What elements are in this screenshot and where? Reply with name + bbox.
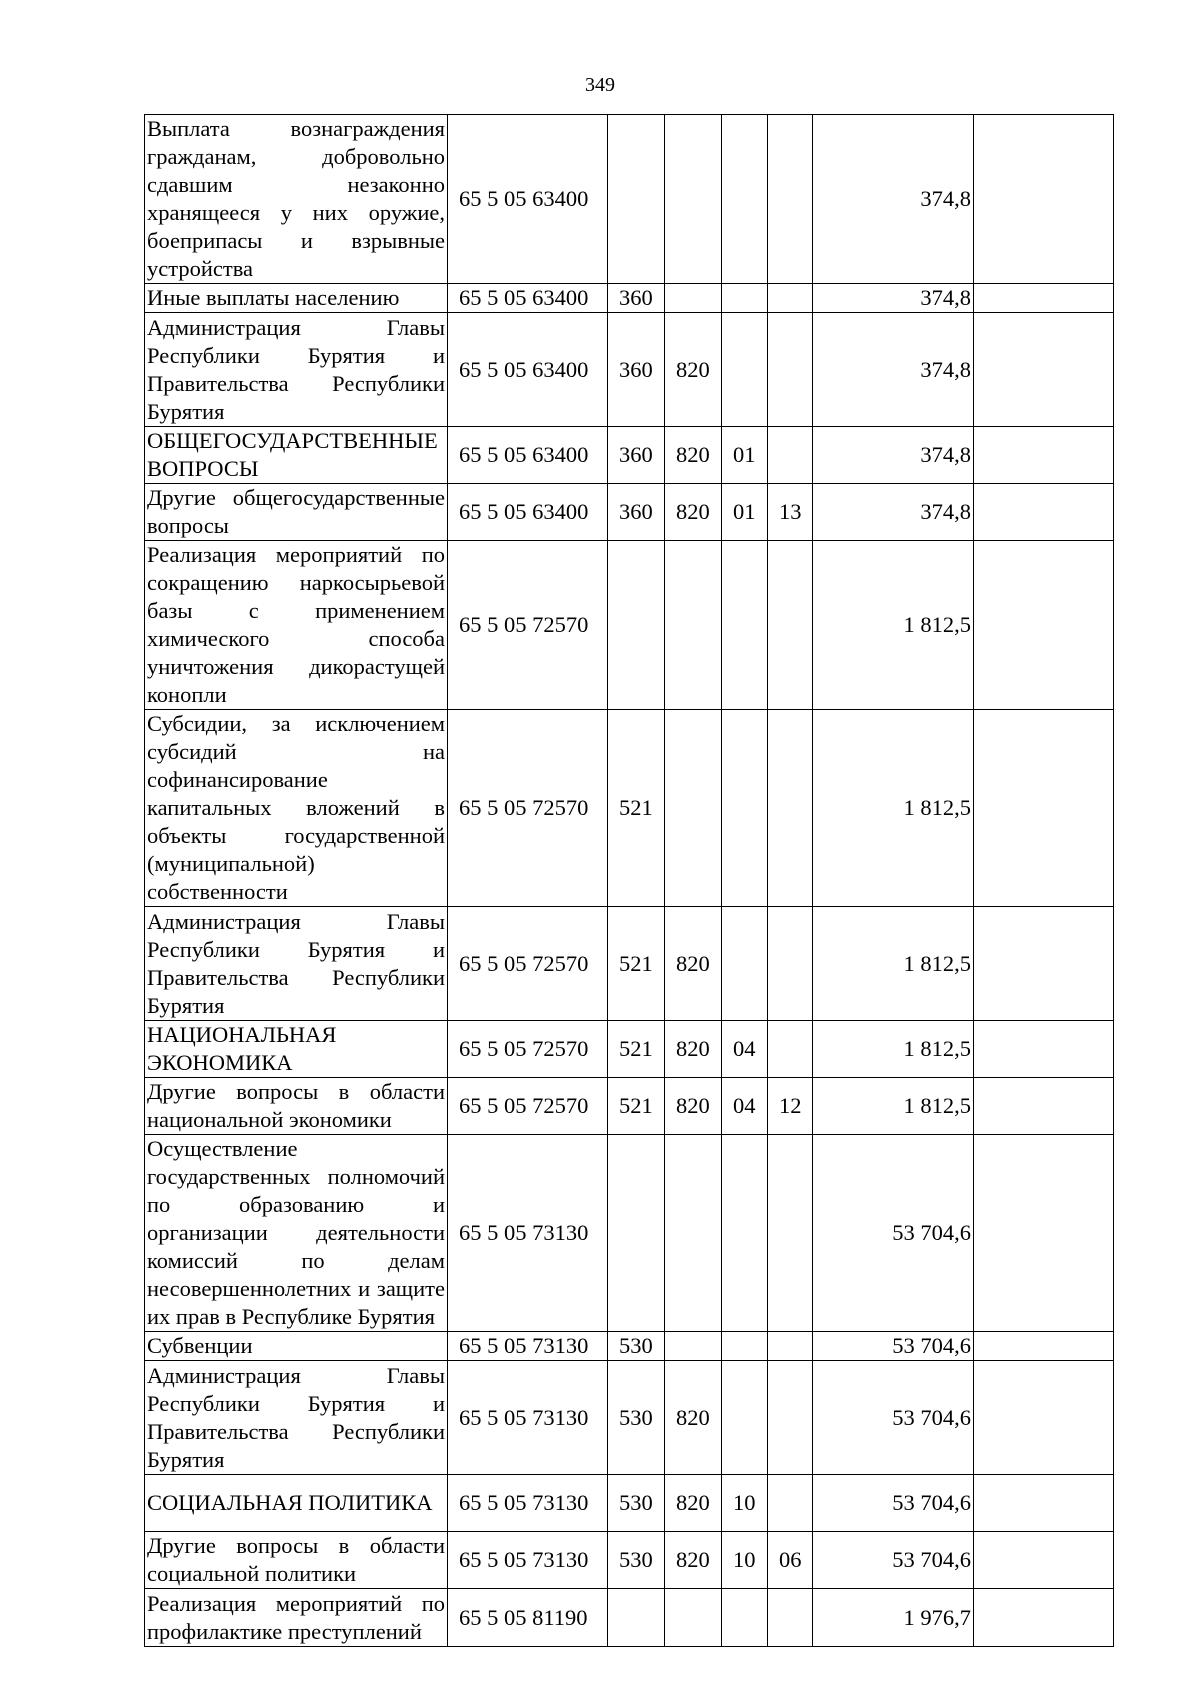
cell-admin-code: 820 — [665, 484, 722, 541]
cell-section — [722, 1361, 768, 1475]
cell-section: 04 — [722, 1021, 768, 1078]
cell-amount: 374,8 — [813, 427, 974, 484]
cell-expense-type: 521 — [608, 710, 665, 907]
cell-admin-code — [665, 1589, 722, 1647]
cell-description: Субсидии, за исключением субсидий на софинансирование капитальных вложений в объекты государственной (муниципальной) собственности — [145, 710, 448, 907]
cell-admin-code: 820 — [665, 1021, 722, 1078]
page-number: 349 — [585, 74, 615, 96]
cell-amount: 1 976,7 — [813, 1589, 974, 1647]
cell-subsection — [768, 1332, 813, 1361]
cell-amount: 374,8 — [813, 115, 974, 284]
cell-expense-type: 521 — [608, 1078, 665, 1135]
cell-subsection — [768, 427, 813, 484]
cell-admin-code — [665, 284, 722, 313]
cell-expense-type: 360 — [608, 313, 665, 427]
cell-expense-type: 521 — [608, 1021, 665, 1078]
cell-target-code: 65 5 05 73130 — [448, 1532, 608, 1589]
table-row — [145, 541, 1114, 710]
cell-section — [722, 710, 768, 907]
cell-extra — [974, 484, 1114, 541]
cell-subsection — [768, 284, 813, 313]
cell-admin-code — [665, 541, 722, 710]
cell-subsection — [768, 1021, 813, 1078]
cell-amount: 1 812,5 — [813, 907, 974, 1021]
cell-target-code: 65 5 05 63400 — [448, 313, 608, 427]
cell-extra — [974, 1135, 1114, 1332]
cell-amount: 1 812,5 — [813, 710, 974, 907]
cell-admin-code: 820 — [665, 1078, 722, 1135]
cell-section: 01 — [722, 484, 768, 541]
cell-section: 01 — [722, 427, 768, 484]
cell-amount: 374,8 — [813, 313, 974, 427]
cell-amount: 53 704,6 — [813, 1532, 974, 1589]
cell-admin-code: 820 — [665, 1532, 722, 1589]
cell-expense-type: 530 — [608, 1332, 665, 1361]
cell-section — [722, 115, 768, 284]
cell-amount: 1 812,5 — [813, 1078, 974, 1135]
cell-subsection — [768, 541, 813, 710]
cell-expense-type: 360 — [608, 284, 665, 313]
cell-expense-type: 360 — [608, 427, 665, 484]
cell-admin-code — [665, 1332, 722, 1361]
cell-target-code: 65 5 05 72570 — [448, 710, 608, 907]
cell-expense-type — [608, 1135, 665, 1332]
cell-section: 04 — [722, 1078, 768, 1135]
cell-description: НАЦИОНАЛЬНАЯ ЭКОНОМИКА — [145, 1021, 448, 1078]
table-row — [145, 1078, 1114, 1135]
cell-description: Администрация Главы Республики Бурятия и Правительства Республики Бурятия — [145, 907, 448, 1021]
table-row — [145, 1135, 1114, 1332]
cell-subsection — [768, 115, 813, 284]
table-row — [145, 1021, 1114, 1078]
cell-description: Осуществление государственных полномочий по образованию и организации деятельности комиссий по делам несовершеннолетних и защите их прав в Республике Бурятия — [145, 1135, 448, 1332]
cell-description: Другие общегосударственные вопросы — [145, 484, 448, 541]
cell-target-code: 65 5 05 73130 — [448, 1475, 608, 1532]
budget-table — [144, 114, 1114, 1647]
cell-admin-code: 820 — [665, 427, 722, 484]
cell-admin-code: 820 — [665, 1361, 722, 1475]
cell-target-code: 65 5 05 73130 — [448, 1135, 608, 1332]
cell-expense-type — [608, 115, 665, 284]
cell-section — [722, 907, 768, 1021]
cell-extra — [974, 1361, 1114, 1475]
cell-subsection: 06 — [768, 1532, 813, 1589]
cell-expense-type — [608, 1589, 665, 1647]
cell-subsection — [768, 1475, 813, 1532]
table-row — [145, 427, 1114, 484]
cell-subsection: 12 — [768, 1078, 813, 1135]
cell-expense-type — [608, 541, 665, 710]
cell-target-code: 65 5 05 72570 — [448, 1078, 608, 1135]
cell-target-code: 65 5 05 63400 — [448, 284, 608, 313]
cell-section — [722, 284, 768, 313]
cell-subsection — [768, 313, 813, 427]
cell-extra — [974, 313, 1114, 427]
cell-target-code: 65 5 05 72570 — [448, 907, 608, 1021]
cell-amount: 374,8 — [813, 284, 974, 313]
cell-section — [722, 1332, 768, 1361]
cell-target-code: 65 5 05 72570 — [448, 1021, 608, 1078]
cell-amount: 53 704,6 — [813, 1332, 974, 1361]
cell-extra — [974, 427, 1114, 484]
cell-admin-code — [665, 710, 722, 907]
cell-description: Администрация Главы Республики Бурятия и Правительства Республики Бурятия — [145, 313, 448, 427]
cell-extra — [974, 115, 1114, 284]
cell-admin-code: 820 — [665, 1475, 722, 1532]
table-row — [145, 313, 1114, 427]
cell-extra — [974, 1475, 1114, 1532]
table-row — [145, 484, 1114, 541]
cell-expense-type: 521 — [608, 907, 665, 1021]
cell-description: ОБЩЕГОСУДАРСТВЕННЫЕ ВОПРОСЫ — [145, 427, 448, 484]
cell-description: Администрация Главы Республики Бурятия и Правительства Республики Бурятия — [145, 1361, 448, 1475]
cell-subsection — [768, 1589, 813, 1647]
cell-section: 10 — [722, 1475, 768, 1532]
cell-subsection — [768, 907, 813, 1021]
cell-section — [722, 541, 768, 710]
cell-extra — [974, 907, 1114, 1021]
cell-target-code: 65 5 05 63400 — [448, 115, 608, 284]
cell-description: Иные выплаты населению — [145, 284, 448, 313]
cell-admin-code — [665, 115, 722, 284]
cell-expense-type: 360 — [608, 484, 665, 541]
cell-admin-code: 820 — [665, 313, 722, 427]
cell-subsection — [768, 1135, 813, 1332]
cell-target-code: 65 5 05 63400 — [448, 427, 608, 484]
cell-amount: 53 704,6 — [813, 1135, 974, 1332]
cell-description: Реализация мероприятий по сокращению наркосырьевой базы с применением химического способа уничтожения дикорастущей конопли — [145, 541, 448, 710]
cell-description: Выплата вознаграждения гражданам, добровольно сдавшим незаконно хранящееся у них оружие, боеприпасы и взрывные устройства — [145, 115, 448, 284]
cell-target-code: 65 5 05 63400 — [448, 484, 608, 541]
cell-extra — [974, 1021, 1114, 1078]
cell-admin-code — [665, 1135, 722, 1332]
table-row — [145, 115, 1114, 284]
cell-section: 10 — [722, 1532, 768, 1589]
cell-amount: 1 812,5 — [813, 541, 974, 710]
cell-amount: 53 704,6 — [813, 1475, 974, 1532]
cell-extra — [974, 710, 1114, 907]
cell-subsection: 13 — [768, 484, 813, 541]
cell-section — [722, 313, 768, 427]
cell-target-code: 65 5 05 72570 — [448, 541, 608, 710]
table-row — [145, 1332, 1114, 1361]
cell-description: Другие вопросы в области социальной политики — [145, 1532, 448, 1589]
table-row — [145, 1589, 1114, 1647]
table-row — [145, 1532, 1114, 1589]
table-row — [145, 1475, 1114, 1532]
cell-amount: 1 812,5 — [813, 1021, 974, 1078]
cell-description: СОЦИАЛЬНАЯ ПОЛИТИКА — [145, 1475, 448, 1532]
table-row — [145, 284, 1114, 313]
cell-extra — [974, 541, 1114, 710]
cell-extra — [974, 1078, 1114, 1135]
cell-description: Реализация мероприятий по профилактике преступлений — [145, 1589, 448, 1647]
table-row — [145, 907, 1114, 1021]
cell-section — [722, 1135, 768, 1332]
cell-target-code: 65 5 05 73130 — [448, 1332, 608, 1361]
cell-admin-code: 820 — [665, 907, 722, 1021]
cell-description: Другие вопросы в области национальной экономики — [145, 1078, 448, 1135]
cell-subsection — [768, 1361, 813, 1475]
cell-extra — [974, 1332, 1114, 1361]
cell-expense-type: 530 — [608, 1532, 665, 1589]
cell-amount: 374,8 — [813, 484, 974, 541]
cell-subsection — [768, 710, 813, 907]
cell-target-code: 65 5 05 73130 — [448, 1361, 608, 1475]
cell-description: Субвенции — [145, 1332, 448, 1361]
table-row — [145, 1361, 1114, 1475]
cell-amount: 53 704,6 — [813, 1361, 974, 1475]
table-row — [145, 710, 1114, 907]
budget-table-body — [145, 115, 1114, 1647]
cell-section — [722, 1589, 768, 1647]
cell-expense-type: 530 — [608, 1475, 665, 1532]
cell-extra — [974, 284, 1114, 313]
cell-extra — [974, 1532, 1114, 1589]
cell-expense-type: 530 — [608, 1361, 665, 1475]
cell-target-code: 65 5 05 81190 — [448, 1589, 608, 1647]
cell-extra — [974, 1589, 1114, 1647]
